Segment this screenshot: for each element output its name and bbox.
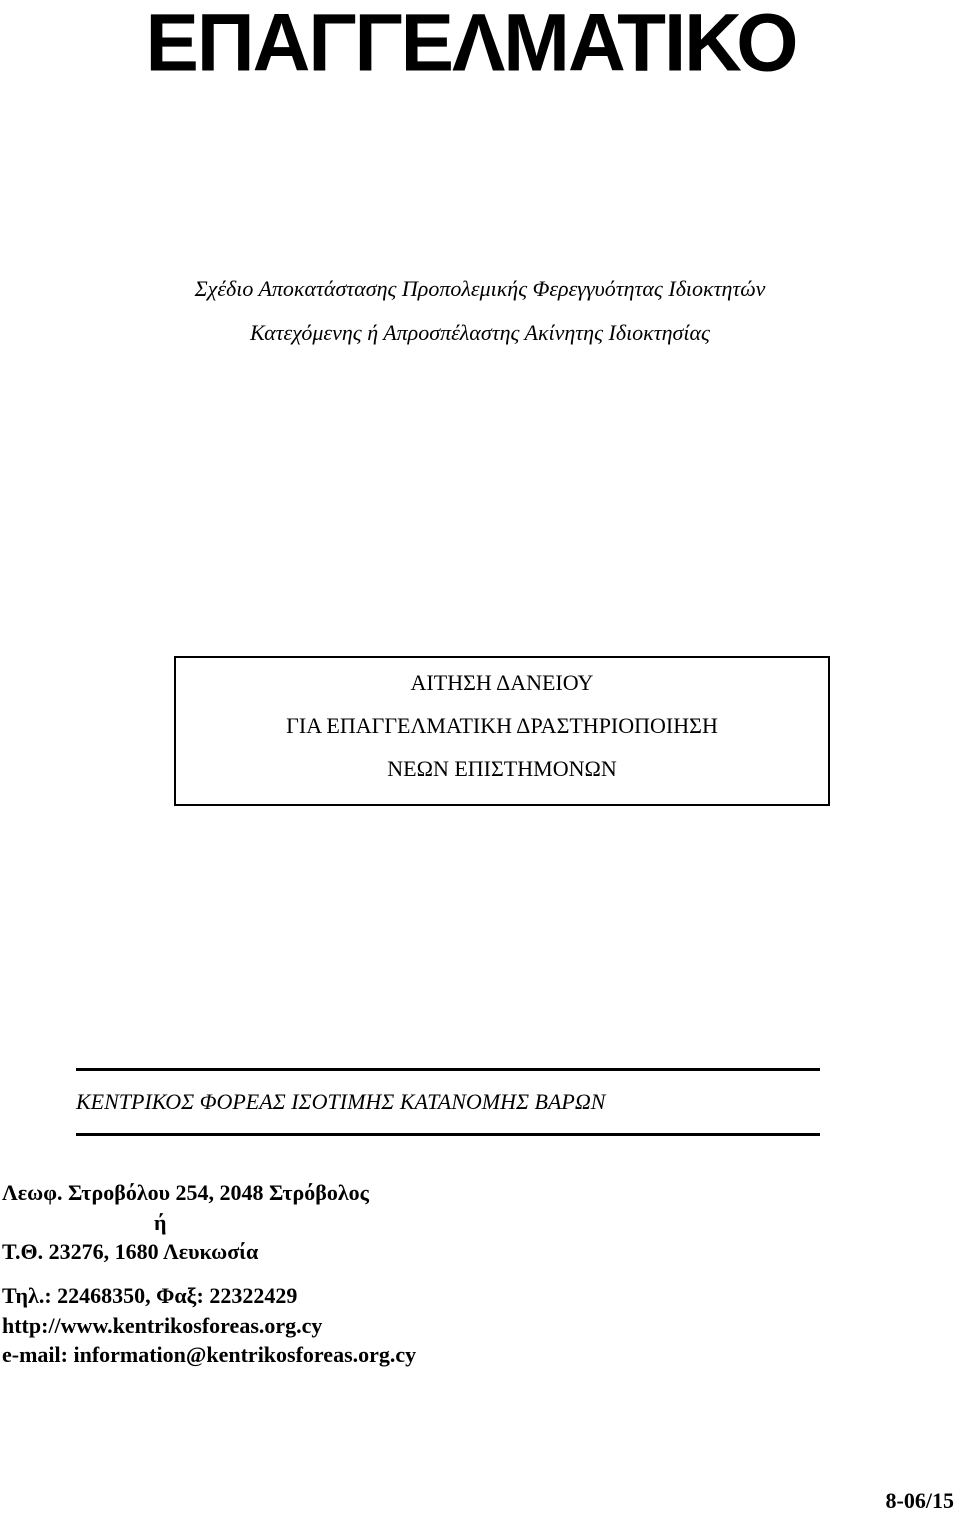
scheme-title-line-1: Σχέδιο Αποκατάστασης Προπολεμικής Φερεγγυότητας Ιδιοκτητών <box>194 276 766 301</box>
organization-name: ΚΕΝΤΡΙΚΟΣ ΦΟΡΕΑΣ ΙΣΟΤΙΜΗΣ ΚΑΤΑΝΟΜΗΣ ΒΑΡΩΝ <box>76 1089 606 1114</box>
application-title-line-3: ΝΕΩΝ ΕΠΙΣΤΗΜΟΝΩΝ <box>387 756 617 781</box>
document-banner-title: ΕΠΑΓΓΕΛΜΑΤΙΚΟ <box>145 0 797 88</box>
scheme-title-line-2: Κατεχόμενης ή Απροσπέλαστης Ακίνητης Ιδιοκτησίας <box>250 320 710 345</box>
application-title-line-2: ΓΙΑ ΕΠΑΓΓΕΛΜΑΤΙΚΗ ΔΡΑΣΤΗΡΙΟΠΟΙΗΣΗ <box>286 713 718 738</box>
contact-po-box: Τ.Θ. 23276, 1680 Λευκωσία <box>2 1239 259 1264</box>
contact-phone-fax: Τηλ.: 22468350, Φαξ: 22322429 <box>2 1283 298 1308</box>
application-title-box <box>174 656 830 806</box>
contact-email-link[interactable]: e-mail: information@kentrikosforeas.org.cy <box>2 1342 417 1367</box>
form-code: 8-06/15 <box>885 1488 954 1513</box>
contact-address: Λεωφ. Στροβόλου 254, 2048 Στρόβολος <box>2 1180 369 1205</box>
organization-top-rule <box>76 1068 820 1071</box>
contact-or: ή <box>154 1210 167 1235</box>
application-title-line-1: ΑΙΤΗΣΗ ΔΑΝΕΙΟΥ <box>410 670 594 695</box>
organization-bottom-rule <box>76 1133 820 1136</box>
contact-website-link[interactable]: http://www.kentrikosforeas.org.cy <box>2 1313 323 1338</box>
